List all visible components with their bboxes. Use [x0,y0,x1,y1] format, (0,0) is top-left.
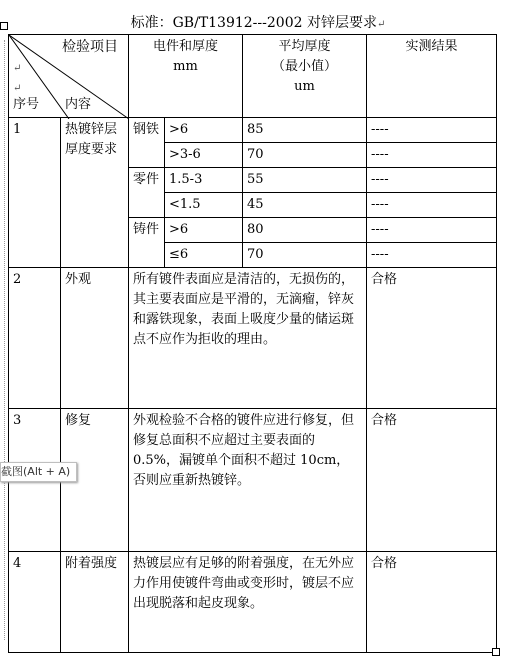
row1-value: 80 [243,218,367,243]
row1-value: 70 [243,243,367,268]
paragraph-mark: ↵ [13,63,22,74]
row3-result: 合格 [367,409,497,552]
row1-thickness: >6 [165,218,243,243]
row1-thickness: >6 [165,118,243,143]
row1-value: 70 [243,143,367,168]
header-part-thickness-label: 电件和厚度 [153,39,219,54]
header-result [367,35,497,118]
row2-text: 所有镀件表面应是清洁的，无损伤的，其主要表面应是平滑的，无滴瘤，锌灰和露铁现象，表面上吸度少量的储运斑点不应作为拒收的理由。 [129,268,367,409]
header-avg-thickness [243,35,367,118]
screenshot-tooltip-label: 截图(Alt + A) [1,465,71,478]
table-header-row [9,35,497,118]
row1-group-steel: 钢铁 [129,118,165,168]
table-resize-handle[interactable] [492,648,500,656]
row3-seq: 3 [9,409,61,552]
header-content: 内容 [65,97,92,112]
paragraph-mark: ↵ [13,83,22,94]
header-avg-thickness-label: 平均厚度 [278,39,331,54]
document-title [0,12,516,34]
diagonal-header-cell [9,35,129,118]
row1-seq: 1 [9,118,61,268]
row1-result: ---- [367,168,497,193]
header-result-label: 实测结果 [405,39,458,54]
table-row [9,409,497,552]
header-avg-unit: um [294,79,315,94]
table-row [9,552,497,653]
row3-text: 外观检验不合格的镀件应进行修复，但修复总面积不应超过主要表面的 0.5%，漏镀单个面积不超过 10cm，否则应重新热镀锌。 [129,409,367,552]
row1-group-casting: 铸件 [129,218,165,268]
row2-item: 外观 [61,268,129,409]
row1-thickness: 1.5-3 [165,168,243,193]
row1-value: 45 [243,193,367,218]
row1-thickness: >3-6 [165,143,243,168]
row1-result: ---- [367,118,497,143]
table-row [9,268,497,409]
header-part-thickness [129,35,243,118]
paragraph-mark: ↵ [376,19,386,30]
row2-seq: 2 [9,268,61,409]
row1-result: ---- [367,218,497,243]
row1-result: ---- [367,243,497,268]
row1-value: 85 [243,118,367,143]
row4-item: 附着强度 [61,552,129,653]
screenshot-tooltip [0,462,77,482]
row1-value: 55 [243,168,367,193]
row4-text: 热镀层应有足够的附着强度，在无外应力作用使镀件弯曲或变形时，镀层不应出现脱落和起皮现象。 [129,552,367,653]
row2-result: 合格 [367,268,497,409]
row1-thickness: <1.5 [165,193,243,218]
row4-result: 合格 [367,552,497,653]
row1-result: ---- [367,143,497,168]
row1-group-parts: 零件 [129,168,165,218]
row1-thickness: ≤6 [165,243,243,268]
header-avg-min: （最小值） [272,59,338,74]
table-row [9,118,497,143]
row1-result: ---- [367,193,497,218]
margin-guide-line [4,40,5,640]
row1-item: 热镀锌层厚度要求 [61,118,129,268]
header-seq: 序号 [13,97,40,112]
header-part-unit: mm [173,59,198,74]
row4-seq: 4 [9,552,61,653]
header-inspection-item: 检验项目 [62,39,118,55]
table-move-handle[interactable] [0,22,8,30]
title-text: 标准：GB/T13912---2002 对锌层要求 [130,15,377,31]
row3-item: 修复 [61,409,129,552]
zinc-coating-requirements-table [8,34,497,653]
